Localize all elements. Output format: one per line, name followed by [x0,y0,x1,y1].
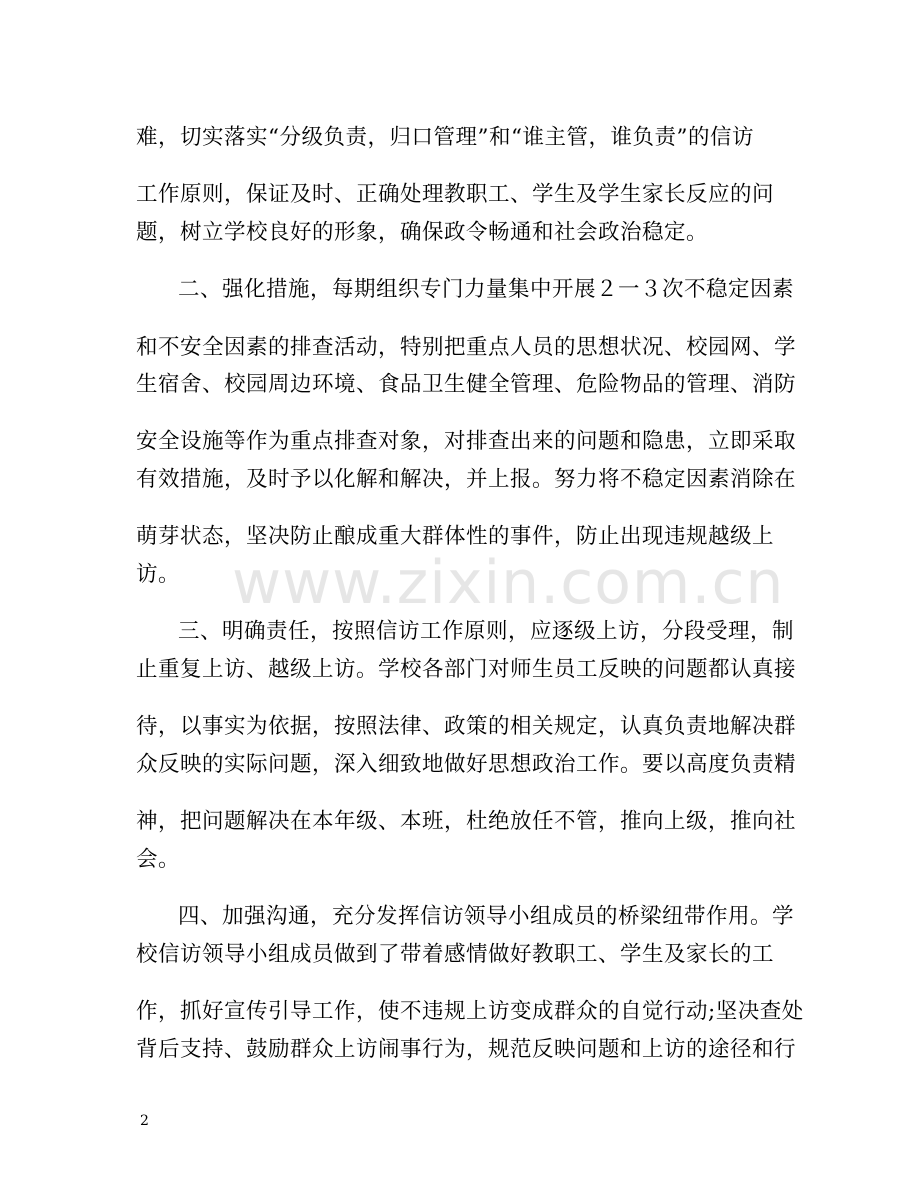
text-line: 众反映的实际问题，深入细致地做好思想政治工作。要以高度负责精 [136,752,797,777]
text-line: 作，抓好宣传引导工作，使不违规上访变成群众的自觉行动;坚决查处 [136,999,804,1024]
text-line: 难，切实落实“分级负责，归口管理”和“谁主管，谁负责”的信访 [136,125,754,150]
text-line: 萌芽状态，坚决防止酿成重大群体性的事件，防止出现违规越级上 [136,524,775,549]
page-number: 2 [140,1113,149,1129]
text-line: 四、加强沟通，充分发挥信访领导小组成员的桥梁纽带作用。学 [178,904,795,929]
text-line: 背后支持、鼓励群众上访闹事行为，规范反映问题和上访的途径和行 [136,1037,797,1062]
text-line: 三、明确责任，按照信访工作原则，应逐级上访，分段受理，制 [178,619,795,644]
text-line: 和不安全因素的排查活动，特别把重点人员的思想状况、校园网、学 [136,335,797,360]
text-line: 访。 [136,562,181,587]
text-line: 安全设施等作为重点排查对象，对排查出来的问题和隐患，立即采取 [136,429,797,454]
text-line: 会。 [136,847,181,872]
text-line: 校信访领导小组成员做到了带着感情做好教职工、学生及家长的工 [136,942,775,967]
text-line: 待，以事实为依据，按照法律、政策的相关规定，认真负责地解决群 [136,714,797,739]
text-line: 二、强化措施，每期组织专门力量集中开展２一３次不稳定因素 [178,277,795,302]
text-line: 神，把问题解决在本年级、本班，杜绝放任不管，推向上级，推向社 [136,809,797,834]
text-line: 止重复上访、越级上访。学校各部门对师生员工反映的问题都认真接 [136,657,797,682]
text-line: 工作原则，保证及时、正确处理教职工、学生及学生家长反应的问 [136,182,775,207]
text-line: 题，树立学校良好的形象，确保政令畅通和社会政治稳定。 [136,220,709,245]
text-line: 有效措施，及时予以化解和解决，并上报。努力将不稳定因素消除在 [136,467,797,492]
watermark: www.zixin.com.cn [232,548,785,618]
text-line: 生宿舍、校园周边环境、食品卫生健全管理、危险物品的管理、消防 [136,372,797,397]
